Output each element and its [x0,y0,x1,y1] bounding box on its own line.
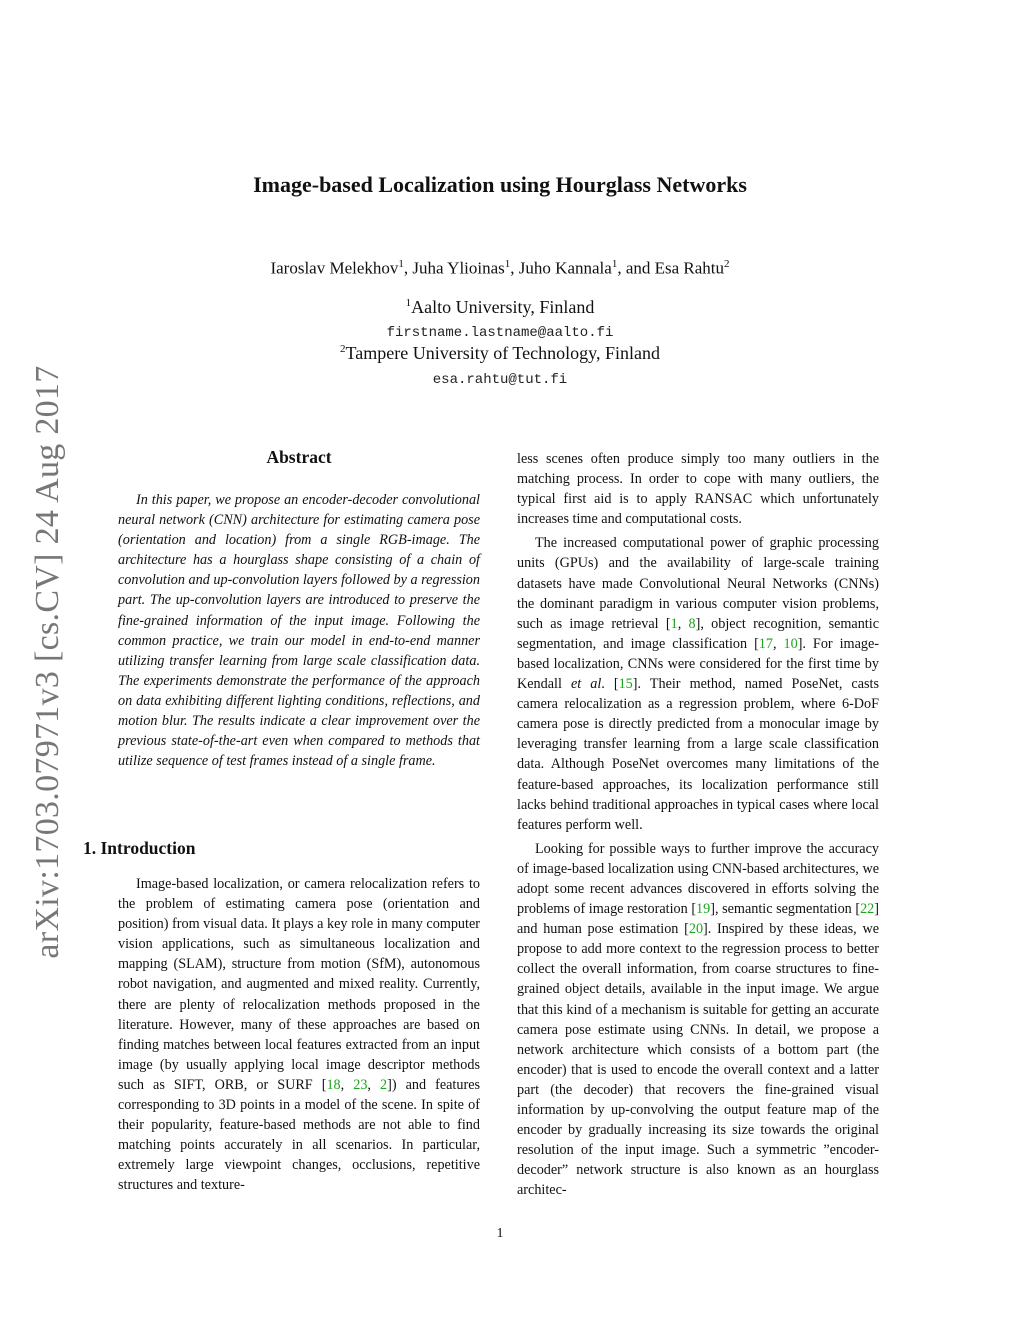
author-affiliation-mark: 1 [611,258,618,270]
abstract-heading: Abstract [266,447,332,467]
intro-paragraph-2: The increased computational power of graphic processing units (GPUs) and the availability of large-scale training datasets have made Convolutional Neural Networks (CNNs) the dominant paradigm in various computer vision problems, such as image retrieval [1, 8], object recognition, semantic segmentation, and image classification [17, 10]. For image-based localization, CNNs were considered for the first time by Kendall et al. [15]. Their method, named PoseNet, casts camera relocalization as a regression problem, where 6-DoF camera pose is directly predicted from a monocular image by leveraging transfer learning from a large scale classification data. Although PoseNet overcomes many limitations of the feature-based approaches, its localization performance still lacks behind traditional approaches in typical cases where local features perform well. [517,535,879,833]
intro-paragraph-3: Looking for possible ways to further improve the accuracy of image-based localization using CNN-based architectures, we adopt some recent advances discovered in efforts solving the problems of image restoration [19], semantic segmentation [22] and human pose estimation [20]. Inspired by these ideas, we propose to add more context to the regression process to better collect the overall information, from coarse structures to fine-grained object details, available in the input image. We argue that this kind of a mechanism is suitable for getting an accurate camera pose estimate using CNNs. In detail, we propose a network architecture which consists of a bottom part (the encoder) that is used to encode the overall context and a latter part (the decoder) that recovers the fine-grained visual information by up-convolving the output feature map of the encoder by gradually increasing its size towards the original resolution of the input image. Such a symmetric ”encoder-decoder” network structure is also known as an hourglass architec- [517,840,880,1199]
intro-heading-wrap [83,838,445,858]
affiliation-1: $^1$Aalto University, Finland [405,297,595,317]
paper-title: Image-based Localization using Hourglass Networks [253,172,747,197]
author-name: Iaroslav Melekhov [270,258,399,278]
intro-paragraph-1: Image-based localization, or camera relocalization refers to the problem of estimating camera pose (orientation and position) from visual data. It plays a key role in many computer vision applications, such as simultaneous localization and mapping (SLAM), structure from motion (SfM), autonomous robot navigation, and augmented and mixed reality. Currently, there are plenty of relocalization methods proposed in the literature. However, many of these approaches are based on finding matches between local features extracted from an input image (by usually applying local image descriptor methods such as SIFT, ORB, or SURF [18, 23, 2]) and features corresponding to 3D points in a model of the scene. In spite of their popularity, feature-based methods are not able to find matching points accurately in all scenarios. In particular, extremely large viewpoint changes, occlusions, repetitive structures and texture- [118,876,481,1194]
author-name: Esa Rahtu [654,258,725,278]
section-heading-introduction: 1. Introduction [83,838,196,858]
citation-link[interactable]: 19 [696,901,711,918]
citation-link[interactable]: 22 [860,901,875,918]
citation-link[interactable]: 8 [688,615,696,632]
abstract-text: In this paper, we propose an encoder-decoder convolutional neural network (CNN) architecture for estimating camera pose (orientation and location) from a single RGB-image. The architecture has a hourglass shape consisting of a chain of convolution and up-convolution layers followed by a regression part. The up-convolution layers are introduced to preserve the fine-grained information of the input image. Following the common practice, we train our model in end-to-end manner utilizing transfer learning from large scale classification data. The experiments demonstrate the performance of the approach on data exhibiting different lighting conditions, reflections, and motion blur. The results indicate a clear improvement over the previous state-of-the-art even when compared to methods that utilize sequence of test frames instead of a single frame. [118,492,480,770]
author-affiliation-mark: 1 [504,258,511,270]
citation-link[interactable]: 23 [353,1076,368,1093]
intro-paragraph-1-continued: less scenes often produce simply too many outliers in the matching process. In order to cope with many outliers, the typical first aid is to apply RANSAC which unfortunately increases time and computational costs. [517,451,879,528]
arxiv-identifier: arXiv:1703.07971v3 [cs.CV] 24 Aug 2017 [29,365,66,959]
citation-link[interactable]: 20 [688,921,704,938]
email-1: firstname.lastname@aalto.fi [386,325,614,341]
left-column-body [118,874,480,1196]
citation-link[interactable]: 15 [618,676,633,693]
page-number: 1 [496,1226,504,1241]
citation-link[interactable]: 10 [783,635,798,652]
author-name: Juho Kannala [518,258,612,278]
author-list: Iaroslav Melekhov$^1$, Juha Ylioinas$^1$, Juho Kannala$^1$, and Esa Rahtu$^2$ [270,258,730,278]
citation-link[interactable]: 18 [326,1076,341,1093]
citation-link[interactable]: 1 [670,615,678,632]
citation-link[interactable]: 2 [380,1076,388,1093]
author-affiliation-mark: 1 [398,258,404,270]
author-affiliation-mark: 2 [724,258,730,270]
author-name: Juha Ylioinas [412,258,505,278]
citation-link[interactable]: 17 [758,635,773,652]
email-2: esa.rahtu@tut.fi [432,372,568,388]
abstract-body [118,490,480,771]
affiliation-2: $^2$Tampere University of Technology, Finland [340,343,660,363]
right-column-body [517,449,879,1200]
